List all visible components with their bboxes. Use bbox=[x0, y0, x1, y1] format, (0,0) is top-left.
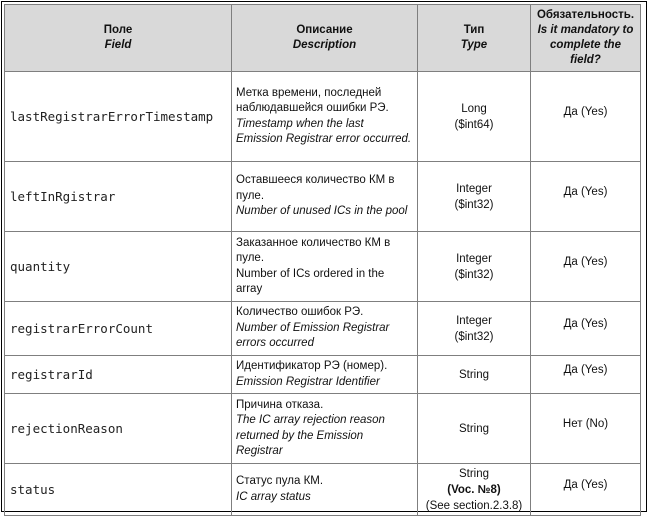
table-row bbox=[5, 394, 641, 464]
type-format: ($int32) bbox=[454, 268, 494, 281]
description-ru: Статус пула КМ. bbox=[236, 475, 324, 487]
type-name: String bbox=[458, 422, 490, 435]
header-type-en: Type bbox=[460, 39, 488, 51]
header-field-en: Field bbox=[104, 39, 132, 51]
field-type bbox=[418, 302, 531, 356]
header-desc-en: Description bbox=[292, 39, 357, 51]
header-mand-en: Is it mandatory to complete the field? bbox=[537, 24, 634, 66]
field-description bbox=[232, 394, 418, 464]
description-en: Emission Registrar Identifier bbox=[236, 375, 380, 388]
description-ru: Количество ошибок РЭ. bbox=[236, 306, 364, 319]
field-name: rejectionReason bbox=[5, 394, 232, 464]
description-en: Number of Emission Registrar errors occurred bbox=[236, 321, 390, 350]
header-type-ru: Тип bbox=[463, 24, 485, 36]
type-name: Long bbox=[461, 102, 487, 115]
field-mandatory: Да (Yes) bbox=[531, 302, 641, 356]
type-vocabulary: (Voc. №8) bbox=[447, 483, 501, 496]
type-format: ($int32) bbox=[454, 330, 494, 343]
field-name: leftInRgistrar bbox=[5, 162, 232, 232]
table-row bbox=[5, 232, 641, 302]
type-name: Integer bbox=[456, 314, 492, 327]
table-header-row bbox=[5, 5, 641, 72]
description-en: Number of unused ICs in the pool bbox=[236, 205, 408, 218]
table-row bbox=[5, 302, 641, 356]
type-name: Integer bbox=[456, 252, 492, 265]
field-name: quantity bbox=[5, 232, 232, 302]
field-description bbox=[232, 162, 418, 232]
field-mandatory: Да (Yes) bbox=[531, 356, 641, 394]
type-format: ($int64) bbox=[454, 118, 494, 131]
type-name: Integer bbox=[456, 182, 492, 195]
field-description bbox=[232, 72, 418, 162]
table-row bbox=[5, 356, 641, 394]
header-mandatory bbox=[531, 5, 641, 72]
table-row bbox=[5, 72, 641, 162]
header-description bbox=[232, 5, 418, 72]
field-type bbox=[418, 394, 531, 464]
type-name: String bbox=[458, 467, 490, 480]
field-mandatory: Да (Yes) bbox=[531, 464, 641, 516]
field-type bbox=[418, 464, 531, 516]
field-type bbox=[418, 356, 531, 394]
header-mand-ru: Обязательность. bbox=[536, 9, 635, 21]
field-type bbox=[418, 72, 531, 162]
field-description bbox=[232, 302, 418, 356]
description-en: Number of ICs ordered in the array bbox=[236, 267, 385, 295]
header-field bbox=[5, 5, 232, 72]
field-description bbox=[232, 232, 418, 302]
field-name: registrarId bbox=[5, 356, 232, 394]
fields-table bbox=[4, 4, 641, 516]
type-see-section: (See section.2.3.8) bbox=[425, 499, 523, 512]
field-description bbox=[232, 356, 418, 394]
description-ru: Оставшееся количество КМ в пуле. bbox=[236, 174, 395, 202]
description-en: IC array status bbox=[236, 490, 311, 503]
description-ru: Заказанное количество КМ в пуле. bbox=[236, 236, 391, 264]
type-name: String bbox=[458, 368, 490, 381]
description-ru: Идентификатор РЭ (номер). bbox=[236, 360, 388, 372]
field-mandatory: Да (Yes) bbox=[531, 232, 641, 302]
field-type bbox=[418, 162, 531, 232]
table-row bbox=[5, 162, 641, 232]
field-type bbox=[418, 232, 531, 302]
field-name: registrarErrorCount bbox=[5, 302, 232, 356]
description-ru: Причина отказа. bbox=[236, 398, 324, 411]
description-en: The IC array rejection reason returned by the Emission Registrar bbox=[236, 414, 385, 457]
type-format: ($int32) bbox=[454, 198, 494, 211]
field-mandatory: Да (Yes) bbox=[531, 162, 641, 232]
header-desc-ru: Описание bbox=[296, 24, 353, 36]
header-field-ru: Поле bbox=[103, 24, 133, 36]
field-mandatory: Нет (No) bbox=[531, 394, 641, 464]
field-name: lastRegistrarErrorTimestamp bbox=[5, 72, 232, 162]
field-description bbox=[232, 464, 418, 516]
description-en: Timestamp when the last Emission Registrar error occurred. bbox=[236, 117, 412, 145]
description-ru: Метка времени, последней наблюдавшейся ошибки РЭ. bbox=[236, 86, 389, 114]
header-type bbox=[418, 5, 531, 72]
table-row bbox=[5, 464, 641, 516]
field-mandatory: Да (Yes) bbox=[531, 72, 641, 162]
field-name: status bbox=[5, 464, 232, 516]
